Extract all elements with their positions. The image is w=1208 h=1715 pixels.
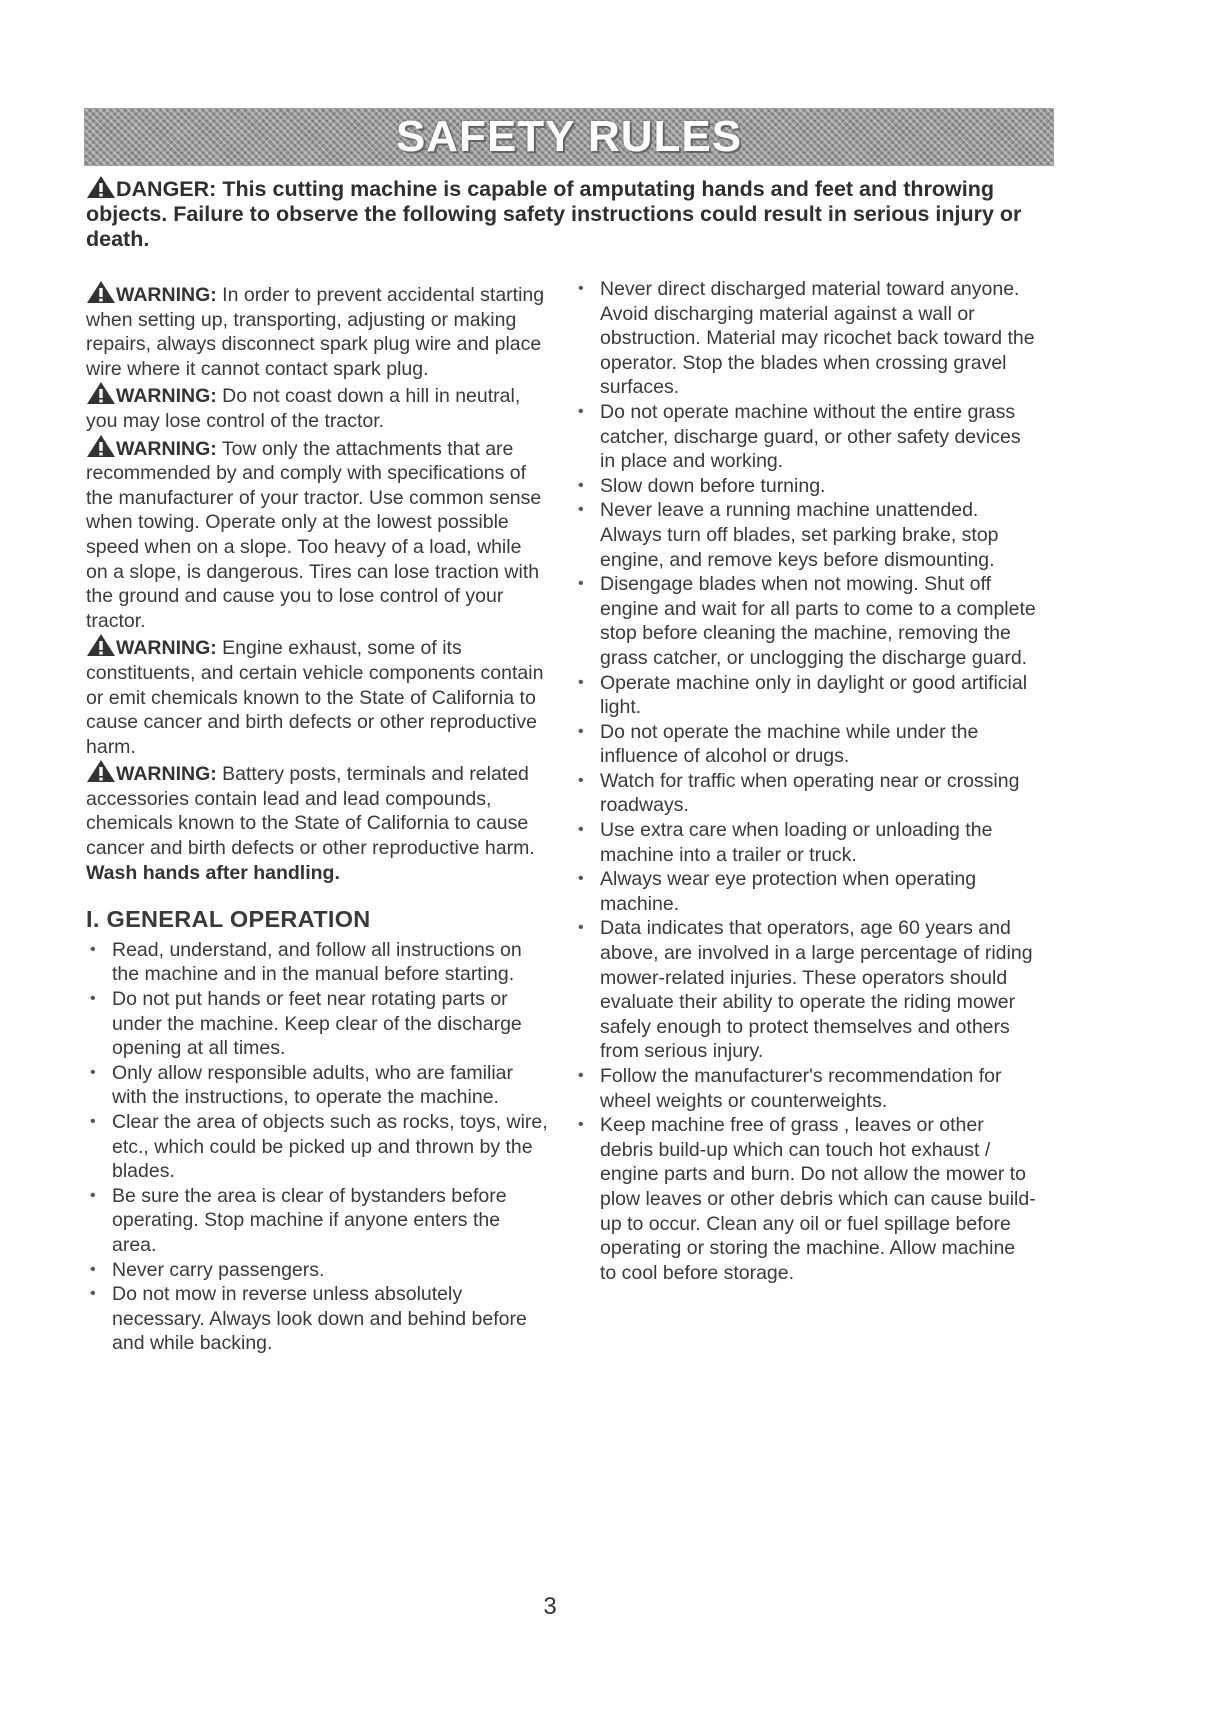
warning-paragraph [86, 633, 548, 759]
safety-rules-banner [84, 108, 1054, 166]
list-item: • Always wear eye protection when operating machine. [574, 867, 1036, 916]
right-bullet-list [574, 277, 1036, 1285]
list-item: • Keep machine free of grass , leaves or other debris build-up which can touch hot exhaust / engine parts and burn. Do not allow the mower to plow leaves or other debris which can cause build-up to occur. Clean any oil or fuel spillage before operating or storing the machine. Allow machine to cool before storage. [574, 1113, 1036, 1285]
warning-text: In order to prevent accidental starting when setting up, transporting, adjusting or making repairs, always disconnect spark plug wire and place wire where it cannot contact spark plug. [86, 284, 545, 380]
page-number: 3 [543, 1593, 557, 1620]
safety-alert-icon [86, 280, 116, 304]
safety-alert-icon [86, 175, 116, 199]
list-item: • Clear the area of objects such as rocks, toys, wire, etc., which could be picked up and thrown by the blades. [86, 1110, 548, 1184]
list-item: • Never leave a running machine unattended. Always turn off blades, set parking brake, stop engine, and remove keys before dismounting. [574, 498, 1036, 572]
list-item: • Disengage blades when not mowing. Shut off engine and wait for all parts to come to a complete stop before cleaning the machine, removing the grass catcher, or unclogging the discharge guard. [574, 572, 1036, 670]
list-item: • Data indicates that operators, age 60 years and above, are involved in a large percentage of riding mower-related injuries. These operators should evaluate their ability to operate the riding mower safely enough to protect themselves and others from serious injury. [574, 916, 1036, 1064]
left-bullet-list [86, 938, 548, 1356]
warning-text: Tow only the attachments that are recommended by and comply with specifications of the manufacturer of your tractor. Use common sense when towing. Operate only at the lowest possible speed when on a slope. Too heavy of a load, while on a slope, is dangerous. Tires can lose traction with the ground and cause you to lose control of your tractor. [86, 437, 542, 632]
warning-paragraph [86, 381, 548, 433]
warning-text: Do not coast down a hill in neutral, you may lose control of the tractor. [86, 385, 521, 432]
list-item: • Use extra care when loading or unloading the machine into a trailer or truck. [574, 818, 1036, 867]
list-item: • Do not operate machine without the entire grass catcher, discharge guard, or other safety devices in place and working. [574, 400, 1036, 474]
safety-alert-icon [86, 633, 116, 657]
wash-hands-emphasis: Wash hands after handling. [86, 861, 340, 884]
warning-paragraph [86, 759, 548, 885]
safety-alert-icon [86, 381, 116, 405]
warning-label: WARNING: [116, 763, 217, 786]
warning-label: WARNING: [116, 284, 217, 306]
safety-alert-icon [86, 434, 116, 458]
warning-label: WARNING: [116, 385, 217, 408]
list-item: • Follow the manufacturer's recommendation for wheel weights or counterweights. [574, 1064, 1036, 1113]
list-item: • Do not mow in reverse unless absolutely necessary. Always look down and behind before and while backing. [86, 1282, 548, 1356]
warning-paragraph [86, 434, 548, 634]
warning-label: WARNING: [116, 437, 217, 460]
list-item: • Watch for traffic when operating near or crossing roadways. [574, 769, 1036, 818]
list-item: • Be sure the area is clear of bystanders before operating. Stop machine if anyone enters the area. [86, 1184, 548, 1258]
list-item: • Slow down before turning. [574, 474, 1036, 499]
warning-label: WARNING: [116, 637, 217, 660]
section-heading: I. GENERAL OPERATION [86, 906, 371, 933]
banner-title: SAFETY RULES [395, 112, 743, 161]
list-item: • Do not put hands or feet near rotating parts or under the machine. Keep clear of the discharge opening at all times. [86, 987, 548, 1061]
list-item: • Read, understand, and follow all instructions on the machine and in the manual before starting. [86, 938, 548, 987]
list-item: • Never direct discharged material toward anyone. Avoid discharging material against a wall or obstruction. Material may ricochet back toward the operator. Stop the blades when crossing gravel surfaces. [574, 277, 1036, 400]
danger-notice [86, 175, 1046, 252]
list-item: • Do not operate the machine while under the influence of alcohol or drugs. [574, 720, 1036, 769]
danger-text: This cutting machine is capable of amputating hands and feet and throwing objects. Failure to observe the following safety instructions could result in serious injury or death. [86, 177, 1022, 251]
right-column [574, 277, 1036, 1285]
list-item: • Only allow responsible adults, who are familiar with the instructions, to operate the machine. [86, 1061, 548, 1110]
warning-text: Engine exhaust, some of its constituents, and certain vehicle components contain or emit chemicals known to the State of California to cause cancer and birth defects or other reproductive harm. [86, 637, 544, 758]
warning-text: Battery posts, terminals and related accessories contain lead and lead compounds, chemicals known to the State of California to cause cancer and birth defects or other reproductive harm. [86, 763, 535, 860]
warning-paragraph [86, 280, 548, 381]
list-item: • Never carry passengers. [86, 1258, 548, 1283]
left-column [86, 280, 548, 1356]
danger-label: DANGER: [116, 177, 217, 201]
list-item: • Operate machine only in daylight or good artificial light. [574, 671, 1036, 720]
safety-alert-icon [86, 759, 116, 783]
